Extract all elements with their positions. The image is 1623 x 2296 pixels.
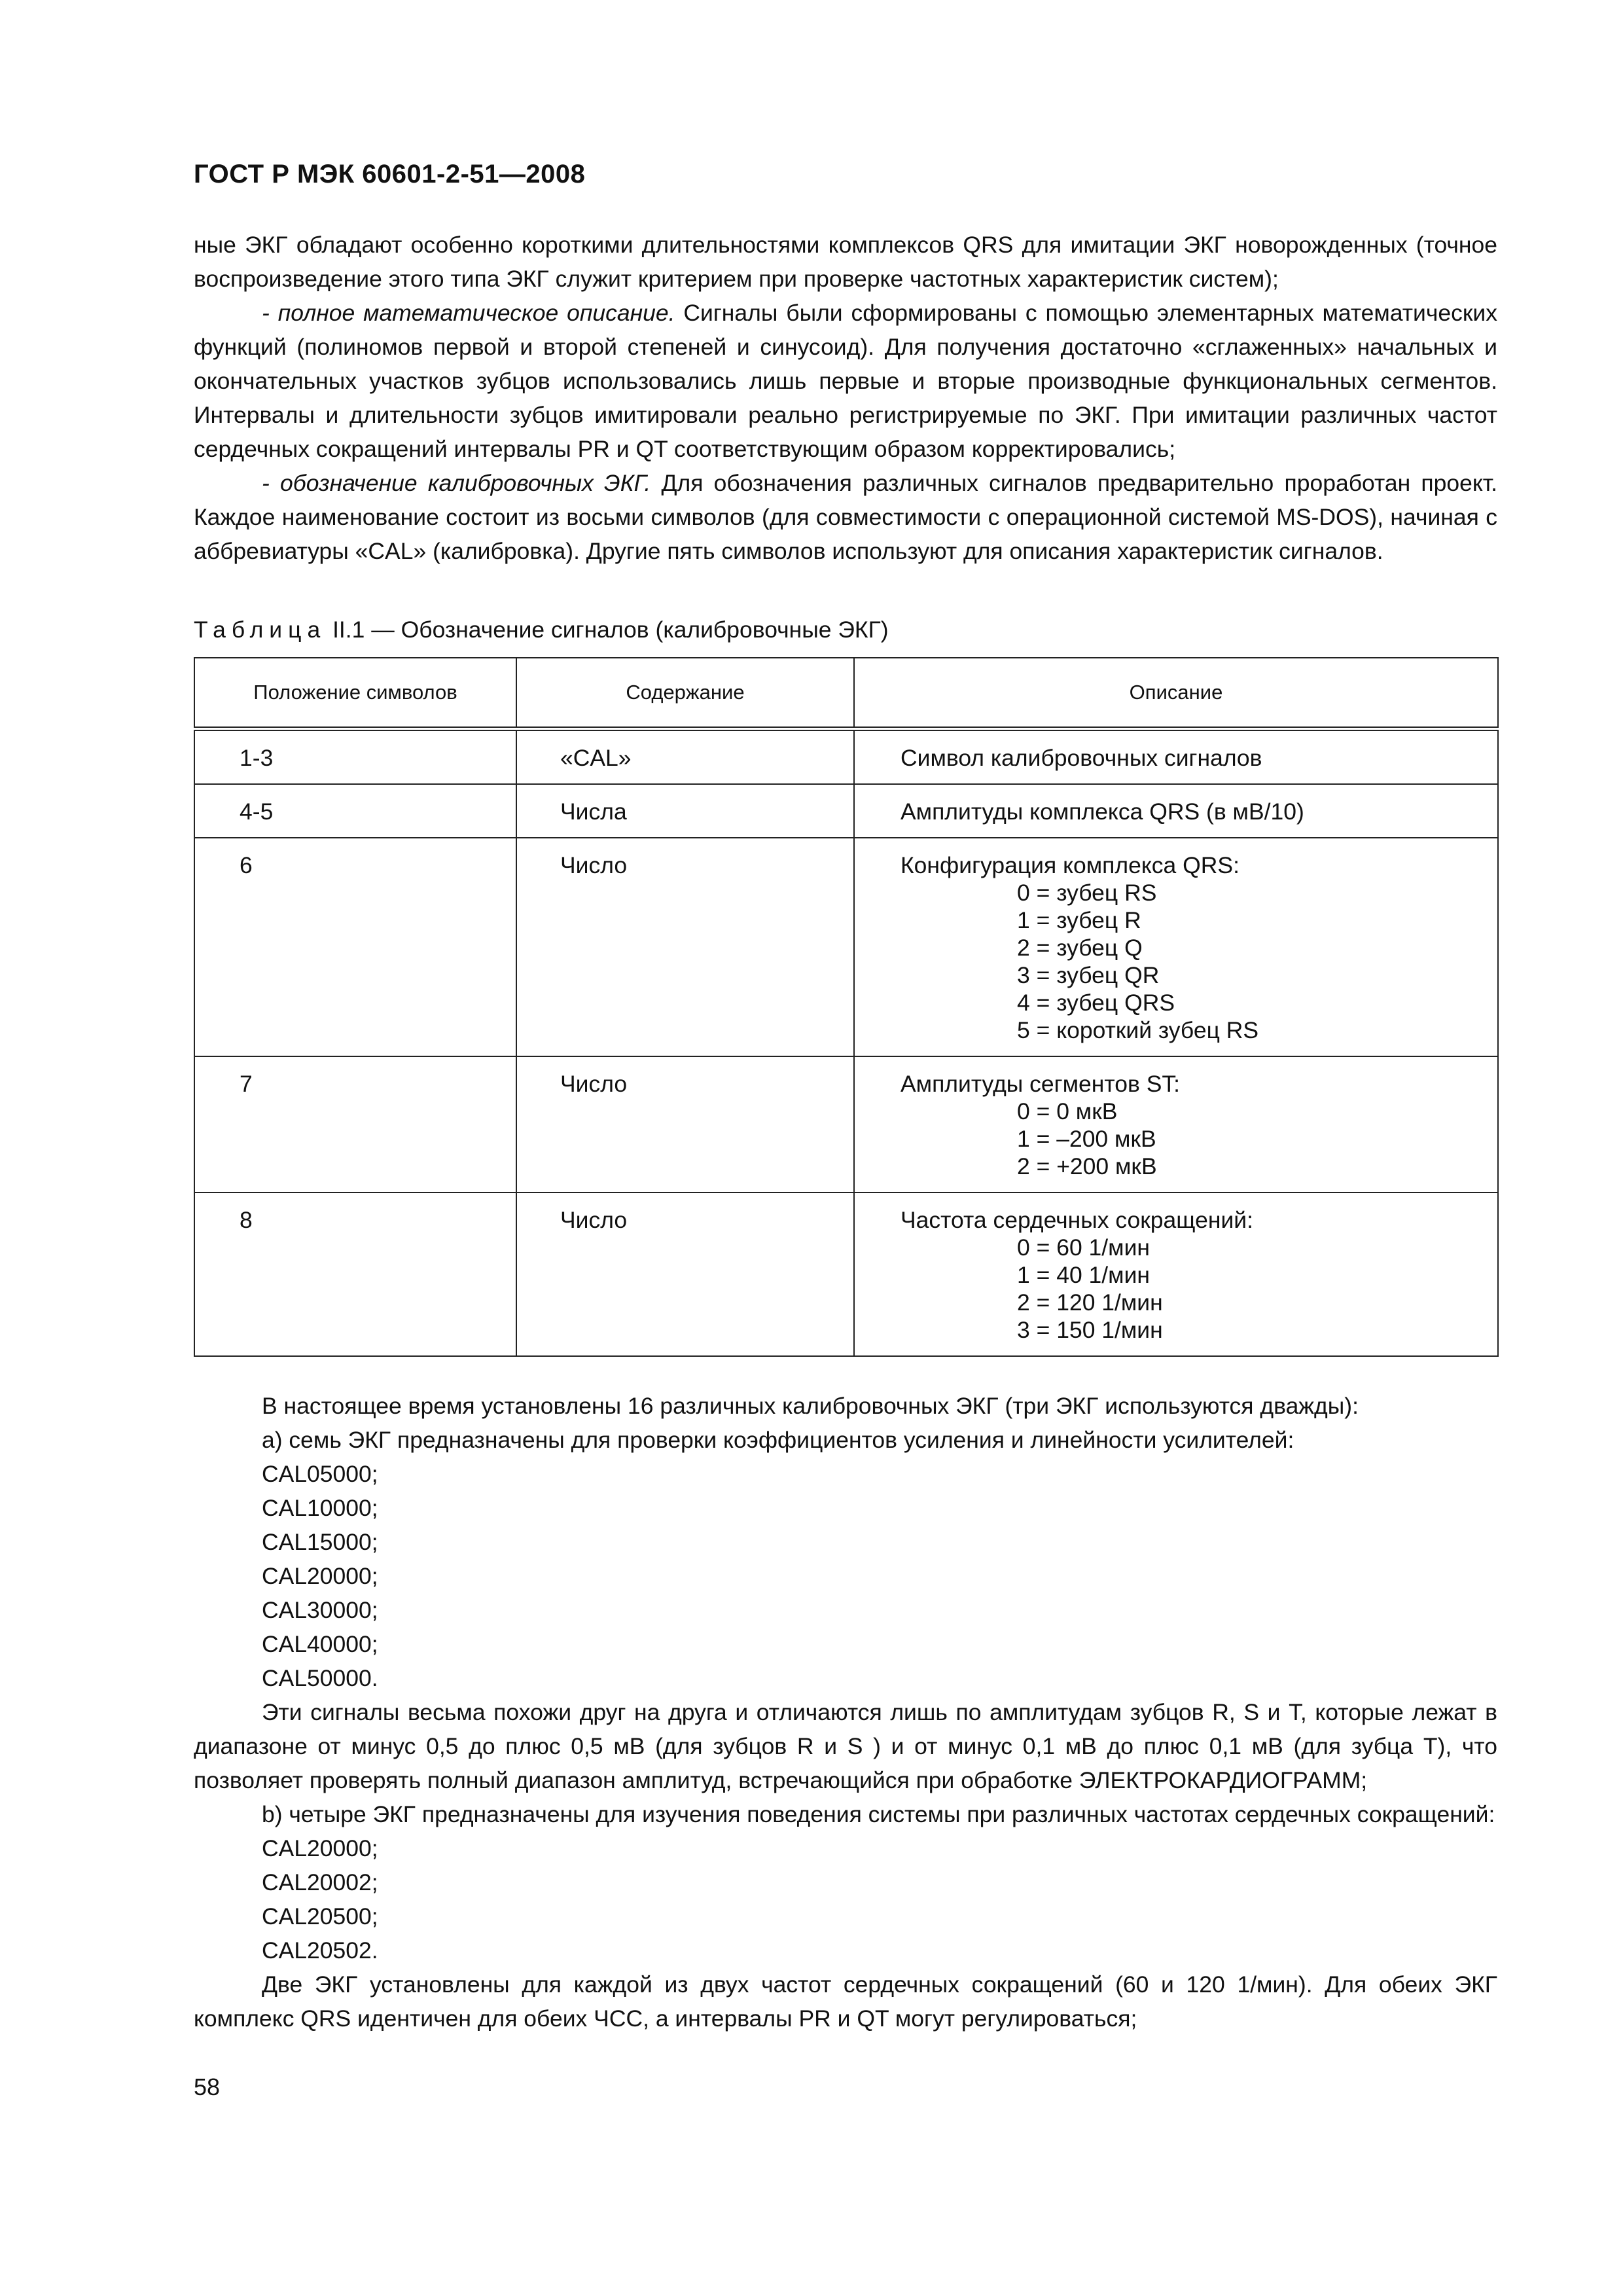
cell-description	[854, 784, 1498, 838]
code-item: CAL20502.	[262, 1937, 378, 1964]
description-option: 2 = 120 1/мин	[1017, 1289, 1163, 1316]
description-option: 1 = 40 1/мин	[1017, 1262, 1150, 1288]
cell-description	[854, 1193, 1498, 1356]
cell-content: Число	[516, 1056, 854, 1193]
code-list-a	[194, 1457, 1497, 1695]
description-title: Частота сердечных сокращений:	[901, 1207, 1253, 1233]
lead-in-italic: - обозначение калибровочных ЭКГ.	[262, 470, 651, 496]
paragraph-heart-rates: Две ЭКГ установлены для каждой из двух частот сердечных сокращений (60 и 120 1/мин). Для обеих ЭКГ комплекс QRS идентичен для обеих ЧСС, а интервалы PR и QT могут регулироваться;	[194, 1971, 1497, 2032]
intro-text-block	[194, 228, 1497, 568]
code-item: CAL40000;	[262, 1631, 378, 1657]
paragraph-text: Сигналы были сформированы с помощью элементарных математических функций (полиномов первой и второй степеней и синусоид). Для получения достаточно «сглаженных» начальных и окончательных участков зубцов использовались лишь первые и вторые производные функциональных сегментов. Интервалы и длительности зубцов имитировали реально регистрируемые по ЭКГ. При имитации различных частот сердечных сокращений интервалы PR и QT соответствующим образом корректировались;	[194, 300, 1497, 462]
table-row	[194, 784, 1498, 838]
code-item: CAL50000.	[262, 1665, 378, 1691]
table-row	[194, 838, 1498, 1056]
cell-description	[854, 1056, 1498, 1193]
table-row	[194, 1056, 1498, 1193]
document-header: ГОСТ Р МЭК 60601-2-51—2008	[194, 160, 586, 188]
cell-position: 8	[194, 1193, 516, 1356]
description-option: 1 = –200 мкВ	[1017, 1126, 1156, 1152]
paragraph-ecg-count: В настоящее время установлены 16 различных калибровочных ЭКГ (три ЭКГ используются дважды):	[262, 1393, 1359, 1419]
description-title: Амплитуды комплекса QRS (в мВ/10)	[901, 798, 1304, 825]
main-text-block	[194, 1389, 1497, 2036]
code-item: CAL15000;	[262, 1529, 378, 1555]
list-item-a: a) семь ЭКГ предназначены для проверки коэффициентов усиления и линейности усилителей:	[262, 1427, 1294, 1453]
header-position: Положение символов	[194, 658, 516, 729]
description-option: 5 = короткий зубец RS	[1017, 1017, 1259, 1043]
cell-content: Число	[516, 838, 854, 1056]
code-list-b	[194, 1831, 1497, 1967]
description-option: 0 = зубец RS	[1017, 880, 1157, 906]
cell-description	[854, 838, 1498, 1056]
cell-position: 6	[194, 838, 516, 1056]
cell-description	[854, 729, 1498, 785]
lead-in-italic: - полное математическое описание.	[262, 300, 675, 326]
header-content: Содержание	[516, 658, 854, 729]
table-caption-label: Таблица	[194, 617, 327, 643]
table-row	[194, 729, 1498, 785]
code-item: CAL05000;	[262, 1461, 378, 1487]
paragraph-math-description	[194, 296, 1497, 466]
description-option: 4 = зубец QRS	[1017, 990, 1175, 1016]
table-row	[194, 1193, 1498, 1356]
cell-position: 4-5	[194, 784, 516, 838]
description-title: Символ калибровочных сигналов	[901, 745, 1262, 771]
paragraph-amplitudes: Эти сигналы весьма похожи друг на друга и отличаются лишь по амплитудам зубцов R, S и Т, которые лежат в диапазоне от минус 0,5 до плюс 0,5 мВ (для зубцов R и S ) и от минус 0,1 мВ до плюс 0,1 мВ (для зубца Т), что позволяет проверять полный диапазон амплитуд, встречающийся при обработке ЭЛЕКТРОКАРДИОГРАММ;	[194, 1699, 1497, 1793]
table-caption	[194, 613, 889, 647]
cell-content: Числа	[516, 784, 854, 838]
description-option: 2 = зубец Q	[1017, 935, 1143, 961]
description-title: Амплитуды сегментов ST:	[901, 1071, 1180, 1097]
cell-content: Число	[516, 1193, 854, 1356]
header-description: Описание	[854, 658, 1498, 729]
list-item-b: b) четыре ЭКГ предназначены для изучения поведения системы при различных частотах сердечных сокращений:	[262, 1801, 1495, 1827]
paragraph-text: Для обозначения различных сигналов предварительно проработан проект. Каждое наименование состоит из восьми символов (для совместимости с операционной системой MS-DOS), начиная с аббревиатуры «CAL» (калибровка). Другие пять символов используют для описания характеристик сигналов.	[194, 470, 1497, 564]
code-item: CAL20002;	[262, 1869, 378, 1895]
code-item: CAL20000;	[262, 1563, 378, 1589]
description-option: 2 = +200 мкВ	[1017, 1153, 1157, 1179]
description-option: 0 = 60 1/мин	[1017, 1234, 1150, 1261]
paragraph-ecg-naming	[194, 466, 1497, 568]
description-title: Конфигурация комплекса QRS:	[901, 852, 1240, 878]
signal-designation-table	[194, 657, 1499, 1357]
description-option: 3 = 150 1/мин	[1017, 1317, 1163, 1343]
table-caption-title: II.1 — Обозначение сигналов (калибровочные ЭКГ)	[326, 617, 889, 643]
cell-position: 7	[194, 1056, 516, 1193]
paragraph-continuation: ные ЭКГ обладают особенно короткими длительностями комплексов QRS для имитации ЭКГ новорожденных (точное воспроизведение этого типа ЭКГ служит критерием при проверке частотных характеристик систем);	[194, 232, 1497, 292]
description-option: 1 = зубец R	[1017, 907, 1141, 933]
description-option: 0 = 0 мкВ	[1017, 1098, 1118, 1124]
cell-position: 1-3	[194, 729, 516, 785]
description-option: 3 = зубец QR	[1017, 962, 1160, 988]
table-header-row	[194, 658, 1498, 729]
cell-content: «CAL»	[516, 729, 854, 785]
page-number: 58	[194, 2073, 221, 2100]
code-item: CAL10000;	[262, 1495, 378, 1521]
code-item: CAL20000;	[262, 1835, 378, 1861]
code-item: CAL20500;	[262, 1903, 378, 1929]
code-item: CAL30000;	[262, 1597, 378, 1623]
